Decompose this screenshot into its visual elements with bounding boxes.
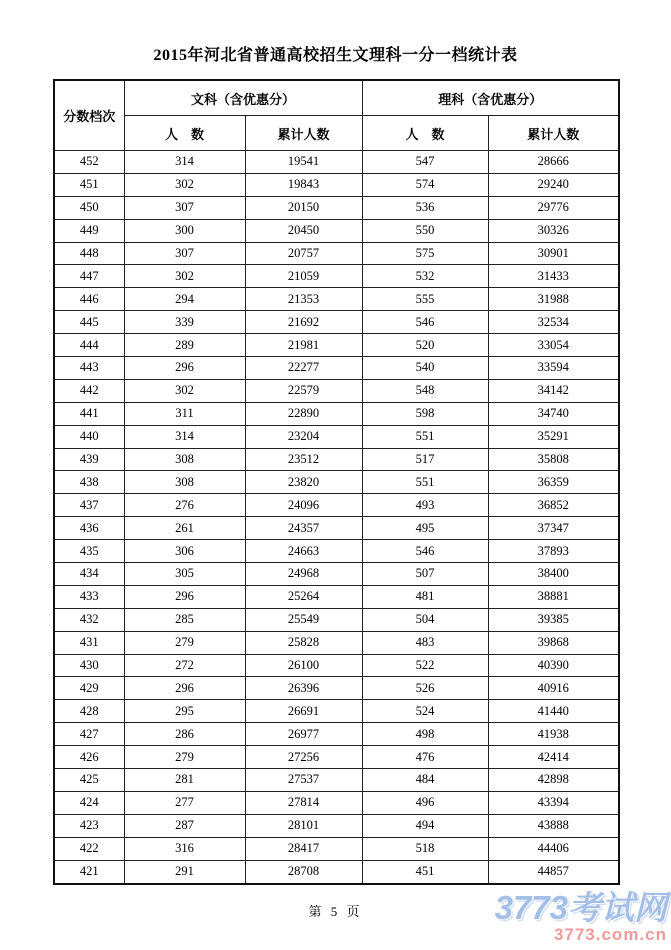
- cell-sci-count: 484: [362, 769, 488, 792]
- cell-arts-count: 305: [124, 563, 245, 586]
- cell-arts-cum: 22579: [245, 379, 362, 402]
- cell-arts-count: 285: [124, 608, 245, 631]
- cell-sci-count: 555: [362, 288, 488, 311]
- cell-arts-count: 286: [124, 723, 245, 746]
- cell-arts-cum: 25264: [245, 585, 362, 608]
- cell-sci-cum: 33054: [488, 334, 619, 357]
- table-row: [54, 288, 619, 311]
- cell-sci-cum: 34740: [488, 402, 619, 425]
- table-row: [54, 585, 619, 608]
- cell-score: 443: [54, 357, 124, 380]
- cell-sci-count: 481: [362, 585, 488, 608]
- cell-arts-cum: 26977: [245, 723, 362, 746]
- col-group-arts: 文科（含优惠分）: [124, 80, 362, 116]
- cell-score: 434: [54, 563, 124, 586]
- cell-sci-cum: 28666: [488, 151, 619, 174]
- table-row: [54, 814, 619, 837]
- cell-sci-count: 551: [362, 471, 488, 494]
- col-header-arts-cumulative: 累计人数: [245, 116, 362, 151]
- cell-arts-count: 272: [124, 654, 245, 677]
- cell-sci-count: 551: [362, 425, 488, 448]
- cell-sci-count: 524: [362, 700, 488, 723]
- table-row: [54, 608, 619, 631]
- table-row: [54, 837, 619, 860]
- cell-arts-cum: 25549: [245, 608, 362, 631]
- cell-sci-count: 518: [362, 837, 488, 860]
- table-row: [54, 402, 619, 425]
- table-row: [54, 357, 619, 380]
- cell-arts-cum: 26691: [245, 700, 362, 723]
- cell-sci-count: 547: [362, 151, 488, 174]
- cell-arts-count: 279: [124, 746, 245, 769]
- cell-score: 445: [54, 311, 124, 334]
- cell-arts-count: 289: [124, 334, 245, 357]
- cell-score: 452: [54, 151, 124, 174]
- cell-arts-cum: 23820: [245, 471, 362, 494]
- cell-score: 428: [54, 700, 124, 723]
- cell-arts-count: 302: [124, 265, 245, 288]
- cell-sci-count: 540: [362, 357, 488, 380]
- cell-sci-cum: 30901: [488, 242, 619, 265]
- cell-arts-count: 279: [124, 631, 245, 654]
- cell-score: 450: [54, 196, 124, 219]
- cell-sci-cum: 38400: [488, 563, 619, 586]
- cell-arts-cum: 26100: [245, 654, 362, 677]
- cell-sci-count: 496: [362, 791, 488, 814]
- cell-arts-cum: 28417: [245, 837, 362, 860]
- cell-score: 438: [54, 471, 124, 494]
- cell-sci-count: 548: [362, 379, 488, 402]
- table-row: [54, 540, 619, 563]
- cell-sci-count: 507: [362, 563, 488, 586]
- cell-arts-cum: 20150: [245, 196, 362, 219]
- cell-score: 436: [54, 517, 124, 540]
- table-row: [54, 494, 619, 517]
- cell-score: 433: [54, 585, 124, 608]
- cell-sci-cum: 42414: [488, 746, 619, 769]
- cell-sci-cum: 29240: [488, 173, 619, 196]
- cell-sci-cum: 30326: [488, 219, 619, 242]
- cell-sci-count: 517: [362, 448, 488, 471]
- table-row: [54, 700, 619, 723]
- table-row: [54, 723, 619, 746]
- cell-sci-count: 598: [362, 402, 488, 425]
- cell-sci-count: 483: [362, 631, 488, 654]
- cell-score: 448: [54, 242, 124, 265]
- cell-score: 426: [54, 746, 124, 769]
- table-row: [54, 425, 619, 448]
- cell-score: 431: [54, 631, 124, 654]
- cell-sci-cum: 31433: [488, 265, 619, 288]
- cell-sci-cum: 41440: [488, 700, 619, 723]
- cell-sci-cum: 37347: [488, 517, 619, 540]
- table-row: [54, 334, 619, 357]
- cell-arts-cum: 21353: [245, 288, 362, 311]
- cell-arts-count: 306: [124, 540, 245, 563]
- cell-sci-count: 546: [362, 540, 488, 563]
- cell-sci-cum: 32534: [488, 311, 619, 334]
- cell-score: 427: [54, 723, 124, 746]
- table-row: [54, 791, 619, 814]
- cell-arts-cum: 20757: [245, 242, 362, 265]
- cell-sci-count: 504: [362, 608, 488, 631]
- cell-arts-cum: 19843: [245, 173, 362, 196]
- cell-arts-count: 281: [124, 769, 245, 792]
- cell-sci-cum: 42898: [488, 769, 619, 792]
- cell-arts-cum: 22277: [245, 357, 362, 380]
- table-row: [54, 173, 619, 196]
- table-row: [54, 471, 619, 494]
- cell-score: 424: [54, 791, 124, 814]
- cell-sci-cum: 39868: [488, 631, 619, 654]
- table-row: [54, 677, 619, 700]
- header-row-groups: [54, 80, 619, 116]
- cell-sci-count: 494: [362, 814, 488, 837]
- cell-arts-count: 300: [124, 219, 245, 242]
- cell-sci-count: 498: [362, 723, 488, 746]
- cell-arts-cum: 24096: [245, 494, 362, 517]
- table-row: [54, 860, 619, 883]
- cell-sci-cum: 36359: [488, 471, 619, 494]
- cell-arts-cum: 27537: [245, 769, 362, 792]
- cell-sci-count: 476: [362, 746, 488, 769]
- cell-sci-cum: 38881: [488, 585, 619, 608]
- table-row: [54, 242, 619, 265]
- cell-sci-cum: 37893: [488, 540, 619, 563]
- table-row: [54, 769, 619, 792]
- col-group-science: 理科（含优惠分）: [362, 80, 619, 116]
- cell-arts-count: 316: [124, 837, 245, 860]
- cell-arts-cum: 26396: [245, 677, 362, 700]
- cell-arts-count: 311: [124, 402, 245, 425]
- watermark-url: 3773.com.cn: [553, 925, 667, 944]
- cell-score: 422: [54, 837, 124, 860]
- cell-sci-count: 522: [362, 654, 488, 677]
- cell-score: 421: [54, 860, 124, 883]
- cell-sci-count: 546: [362, 311, 488, 334]
- cell-arts-count: 314: [124, 425, 245, 448]
- cell-sci-cum: 43888: [488, 814, 619, 837]
- table-row: [54, 151, 619, 174]
- cell-sci-cum: 44857: [488, 860, 619, 883]
- cell-score: 442: [54, 379, 124, 402]
- table-row: [54, 196, 619, 219]
- cell-sci-cum: 43394: [488, 791, 619, 814]
- cell-sci-cum: 31988: [488, 288, 619, 311]
- cell-arts-count: 307: [124, 242, 245, 265]
- cell-score: 435: [54, 540, 124, 563]
- cell-arts-cum: 24357: [245, 517, 362, 540]
- cell-sci-cum: 34142: [488, 379, 619, 402]
- cell-sci-count: 550: [362, 219, 488, 242]
- score-table: [53, 79, 620, 885]
- cell-sci-cum: 40916: [488, 677, 619, 700]
- cell-sci-cum: 39385: [488, 608, 619, 631]
- cell-arts-count: 287: [124, 814, 245, 837]
- cell-score: 425: [54, 769, 124, 792]
- cell-sci-count: 493: [362, 494, 488, 517]
- cell-arts-cum: 28101: [245, 814, 362, 837]
- cell-arts-cum: 21059: [245, 265, 362, 288]
- cell-sci-count: 532: [362, 265, 488, 288]
- page-title: 2015年河北省普通高校招生文理科一分一档统计表: [153, 47, 518, 64]
- cell-score: 429: [54, 677, 124, 700]
- cell-arts-cum: 24663: [245, 540, 362, 563]
- cell-arts-count: 296: [124, 357, 245, 380]
- cell-arts-count: 307: [124, 196, 245, 219]
- cell-score: 449: [54, 219, 124, 242]
- cell-arts-count: 302: [124, 379, 245, 402]
- cell-arts-cum: 20450: [245, 219, 362, 242]
- cell-arts-count: 308: [124, 448, 245, 471]
- table-row: [54, 654, 619, 677]
- cell-score: 446: [54, 288, 124, 311]
- cell-arts-count: 294: [124, 288, 245, 311]
- score-table-header: [54, 80, 619, 151]
- cell-sci-count: 526: [362, 677, 488, 700]
- cell-sci-cum: 35291: [488, 425, 619, 448]
- table-row: [54, 219, 619, 242]
- cell-sci-cum: 29776: [488, 196, 619, 219]
- cell-arts-count: 339: [124, 311, 245, 334]
- cell-arts-count: 291: [124, 860, 245, 883]
- page-number: 第 5 页: [308, 903, 363, 919]
- cell-sci-cum: 35808: [488, 448, 619, 471]
- cell-arts-count: 296: [124, 585, 245, 608]
- cell-arts-cum: 19541: [245, 151, 362, 174]
- cell-score: 432: [54, 608, 124, 631]
- cell-arts-cum: 27814: [245, 791, 362, 814]
- cell-sci-count: 520: [362, 334, 488, 357]
- cell-arts-count: 308: [124, 471, 245, 494]
- cell-sci-cum: 33594: [488, 357, 619, 380]
- cell-arts-count: 276: [124, 494, 245, 517]
- col-header-arts-count: 人 数: [124, 116, 245, 151]
- col-header-science-count: 人 数: [362, 116, 488, 151]
- cell-arts-cum: 24968: [245, 563, 362, 586]
- table-row: [54, 448, 619, 471]
- cell-arts-cum: 27256: [245, 746, 362, 769]
- cell-sci-cum: 36852: [488, 494, 619, 517]
- cell-sci-count: 575: [362, 242, 488, 265]
- cell-sci-cum: 40390: [488, 654, 619, 677]
- cell-arts-cum: 28708: [245, 860, 362, 883]
- cell-sci-count: 536: [362, 196, 488, 219]
- cell-sci-count: 451: [362, 860, 488, 883]
- cell-score: 439: [54, 448, 124, 471]
- cell-score: 430: [54, 654, 124, 677]
- cell-sci-cum: 44406: [488, 837, 619, 860]
- cell-arts-cum: 22890: [245, 402, 362, 425]
- cell-arts-count: 296: [124, 677, 245, 700]
- cell-arts-cum: 23204: [245, 425, 362, 448]
- cell-arts-cum: 21981: [245, 334, 362, 357]
- col-header-science-cumulative: 累计人数: [488, 116, 619, 151]
- cell-sci-count: 495: [362, 517, 488, 540]
- cell-arts-count: 261: [124, 517, 245, 540]
- cell-score: 444: [54, 334, 124, 357]
- score-table-body: [54, 151, 619, 884]
- table-row: [54, 746, 619, 769]
- cell-arts-count: 314: [124, 151, 245, 174]
- cell-score: 437: [54, 494, 124, 517]
- table-row: [54, 631, 619, 654]
- cell-arts-cum: 25828: [245, 631, 362, 654]
- cell-score: 451: [54, 173, 124, 196]
- table-row: [54, 563, 619, 586]
- cell-score: 440: [54, 425, 124, 448]
- table-row: [54, 517, 619, 540]
- cell-score: 447: [54, 265, 124, 288]
- col-header-score-level: 分数档次: [54, 80, 124, 151]
- cell-arts-count: 277: [124, 791, 245, 814]
- cell-score: 423: [54, 814, 124, 837]
- cell-arts-count: 295: [124, 700, 245, 723]
- cell-arts-count: 302: [124, 173, 245, 196]
- table-row: [54, 311, 619, 334]
- table-row: [54, 379, 619, 402]
- watermark-logo: 3773考试网: [494, 889, 667, 926]
- cell-sci-cum: 41938: [488, 723, 619, 746]
- cell-arts-cum: 23512: [245, 448, 362, 471]
- cell-score: 441: [54, 402, 124, 425]
- header-row-columns: [54, 116, 619, 151]
- table-row: [54, 265, 619, 288]
- cell-arts-cum: 21692: [245, 311, 362, 334]
- cell-sci-count: 574: [362, 173, 488, 196]
